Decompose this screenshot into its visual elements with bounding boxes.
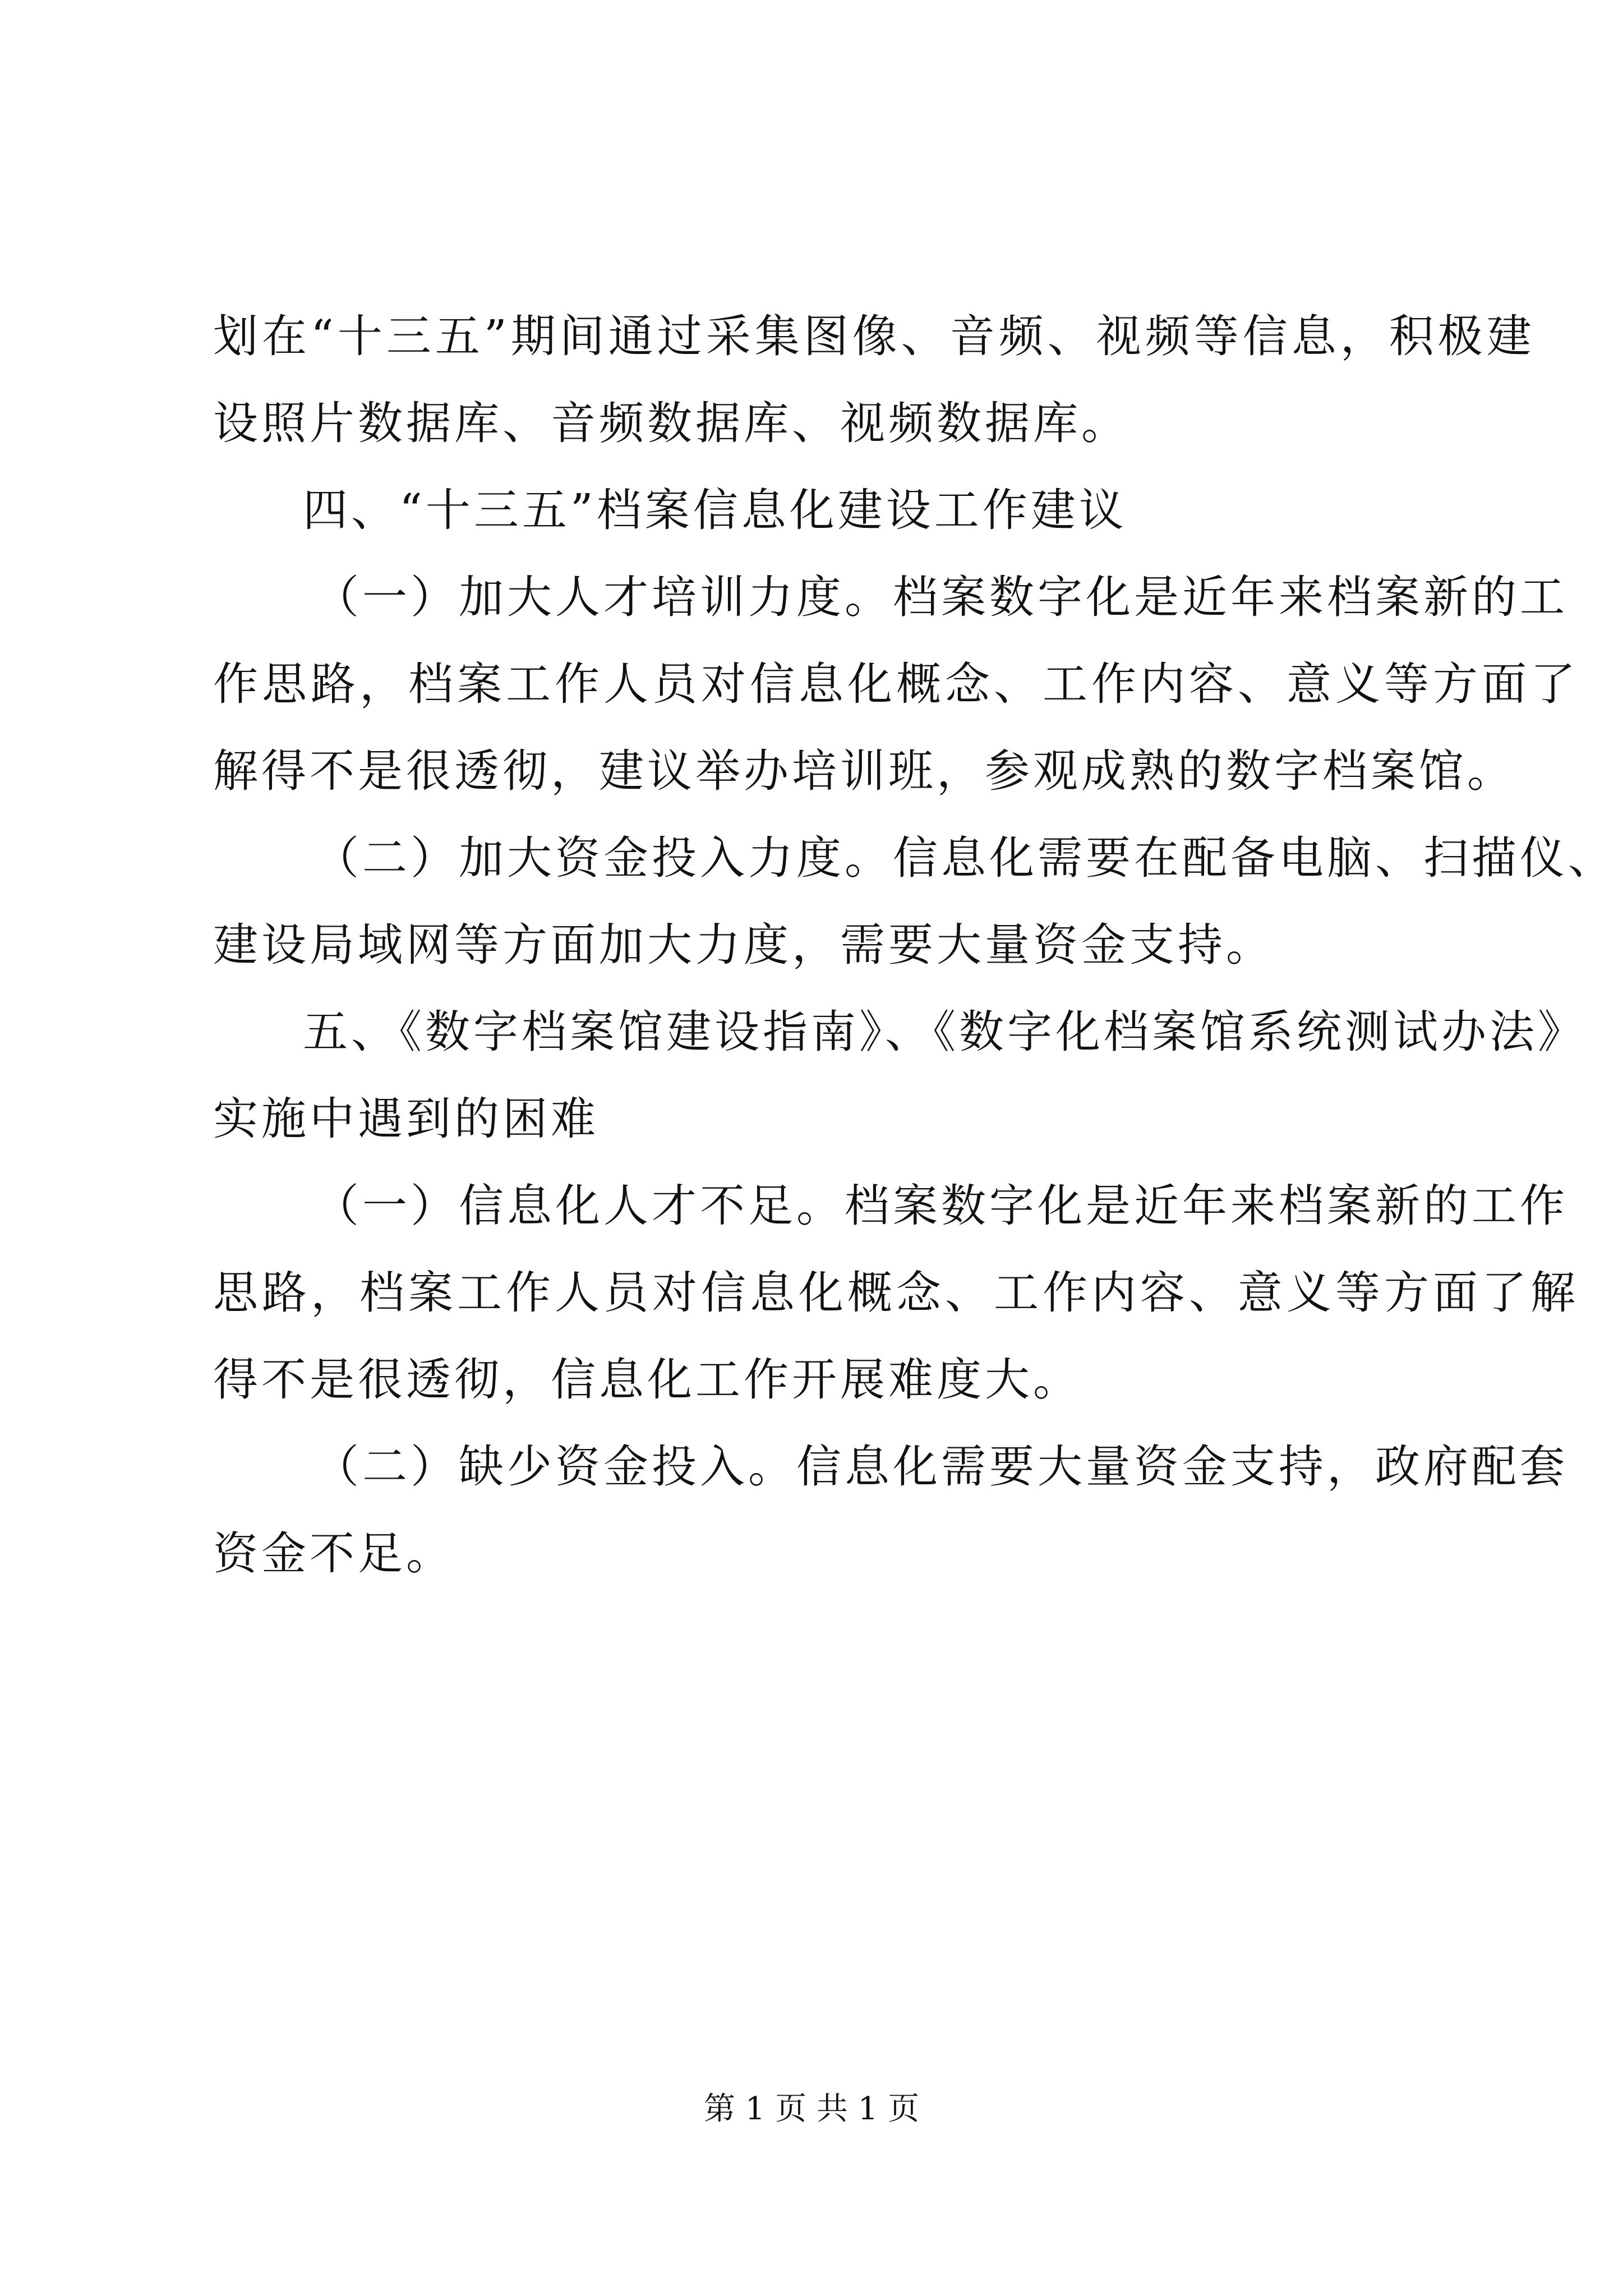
paragraph-line: 得不是很透彻，信息化工作开展难度大。 xyxy=(213,1354,1081,1406)
page-footer xyxy=(0,2087,1623,2132)
page-number-label: 第 1 页 共 1 页 xyxy=(703,2091,920,2127)
paragraph-line: 作思路，档案工作人员对信息化概念、工作内容、意义等方面了 xyxy=(213,658,1579,710)
paragraph-line: （二）加大资金投入力度。信息化需要在配备电脑、扫描仪、 xyxy=(314,832,1616,884)
paragraph-line: （一）加大人才培训力度。档案数字化是近年来档案新的工 xyxy=(314,571,1568,623)
paragraph-line: 设照片数据库、音频数据库、视频数据库。 xyxy=(213,397,1129,449)
paragraph-line: （二）缺少资金投入。信息化需要大量资金支持，政府配套 xyxy=(314,1441,1568,1493)
paragraph-line: 资金不足。 xyxy=(213,1527,454,1580)
section-heading: 五、《数字档案馆建设指南》、《数字化档案馆系统测试办法》 xyxy=(303,1006,1586,1058)
paragraph-line: 建设局域网等方面加大力度，需要大量资金支持。 xyxy=(213,919,1274,971)
paragraph-line: （一）信息化人才不足。档案数字化是近年来档案新的工作 xyxy=(314,1180,1568,1232)
paragraph-line: 划在“十三五”期间通过采集图像、音频、视频等信息，积极建 xyxy=(213,310,1536,362)
section-heading-continued: 实施中遇到的困难 xyxy=(213,1093,599,1145)
section-heading: 四、“十三五”档案信息化建设工作建议 xyxy=(303,484,1127,536)
paragraph-line: 解得不是很透彻，建议举办培训班，参观成熟的数字档案馆。 xyxy=(213,745,1515,797)
paragraph-line: 思路，档案工作人员对信息化概念、工作内容、意义等方面了解 xyxy=(213,1267,1579,1319)
